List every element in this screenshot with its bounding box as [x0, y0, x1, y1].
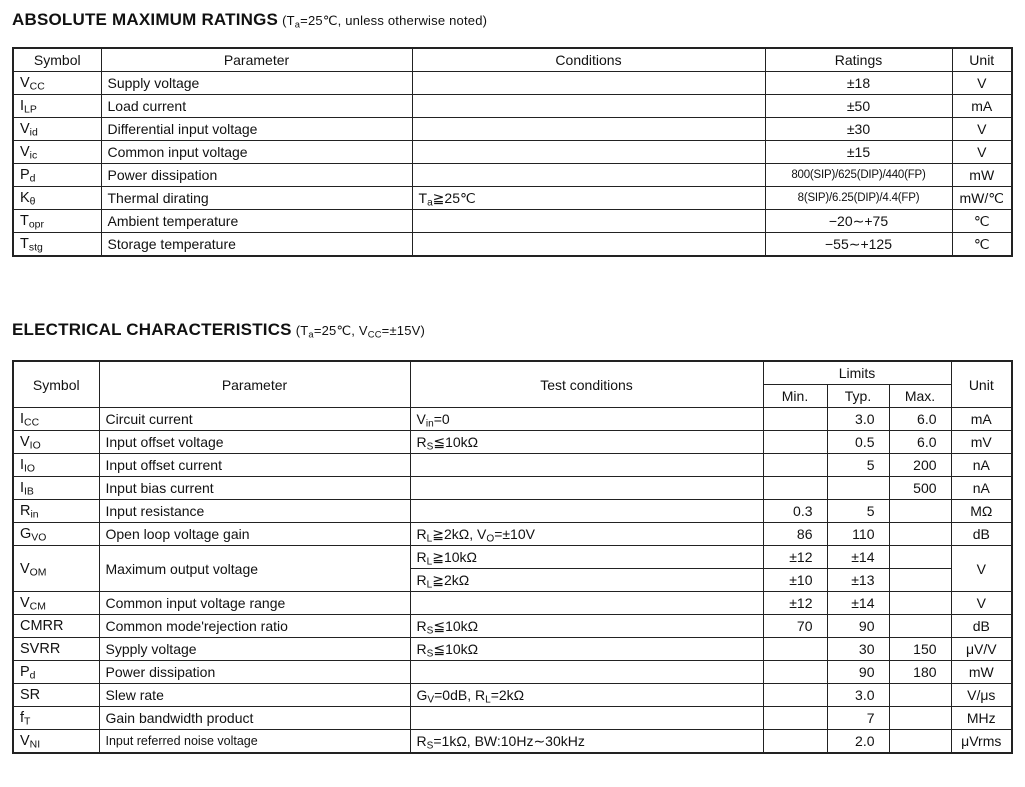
amr-condition-cell	[412, 118, 765, 141]
ec-row	[13, 431, 1012, 454]
ec-condition-cell	[410, 477, 763, 500]
ec-header-max: Max.	[889, 385, 951, 408]
amr-symbol: $V_{id}$	[13, 118, 101, 141]
amr-condition-cell: $T_a≧25℃$	[412, 187, 765, 210]
ec-symbol: SVRR	[13, 638, 99, 661]
amr-condition-cell	[412, 141, 765, 164]
amr-header-symbol: Symbol	[13, 48, 101, 72]
ec-min: 70	[763, 615, 827, 638]
ec-header-row-1	[13, 361, 1012, 385]
ec-min: ±12	[763, 592, 827, 615]
ec-symbol: $V_{OM}$	[13, 546, 99, 592]
ec-row	[13, 684, 1012, 707]
ec-unit: mA	[951, 408, 1012, 431]
ec-min	[763, 730, 827, 754]
ec-parameter: Maximum output voltage	[99, 546, 410, 592]
ec-unit: MHz	[951, 707, 1012, 730]
amr-parameter: Storage temperature	[101, 233, 412, 257]
ec-unit: V	[951, 592, 1012, 615]
amr-rating: ±18	[765, 72, 952, 95]
ec-typ: 0.5	[827, 431, 889, 454]
amr-row	[13, 187, 1012, 210]
amr-rating: ±50	[765, 95, 952, 118]
ec-unit: nA	[951, 477, 1012, 500]
ec-typ: ±14	[827, 546, 889, 569]
ec-typ: 90	[827, 661, 889, 684]
amr-title: ABSOLUTE MAXIMUM RATINGS	[12, 10, 279, 29]
ec-typ: 5	[827, 500, 889, 523]
amr-unit: V	[952, 141, 1012, 164]
ec-symbol: $V_{NI}$	[13, 730, 99, 754]
ec-row	[13, 477, 1012, 500]
amr-row	[13, 72, 1012, 95]
ec-min: 86	[763, 523, 827, 546]
amr-header-parameter: Parameter	[101, 48, 412, 72]
amr-rating: −20∼+75	[765, 210, 952, 233]
amr-row	[13, 210, 1012, 233]
amr-rating: −55∼+125	[765, 233, 952, 257]
ec-typ: 7	[827, 707, 889, 730]
ec-row	[13, 454, 1012, 477]
absolute-maximum-ratings-table	[12, 47, 1013, 257]
ec-unit: V/μs	[951, 684, 1012, 707]
amr-condition-cell	[412, 233, 765, 257]
ec-parameter: Common mode'rejection ratio	[99, 615, 410, 638]
ec-parameter: Common input voltage range	[99, 592, 410, 615]
amr-rating: 8(SIP)/6.25(DIP)/4.4(FP)	[765, 187, 952, 210]
ec-symbol: $V_{IO}$	[13, 431, 99, 454]
ec-max: 150	[889, 638, 951, 661]
ec-min	[763, 454, 827, 477]
amr-parameter: Load current	[101, 95, 412, 118]
ec-min	[763, 638, 827, 661]
amr-rating: 800(SIP)/625(DIP)/440(FP)	[765, 164, 952, 187]
ec-condition-cell	[410, 454, 763, 477]
ec-row	[13, 408, 1012, 431]
ec-min	[763, 408, 827, 431]
ec-max	[889, 730, 951, 754]
ec-unit: dB	[951, 523, 1012, 546]
ec-parameter: Input offset voltage	[99, 431, 410, 454]
ec-typ: ±13	[827, 569, 889, 592]
ec-max	[889, 684, 951, 707]
amr-parameter: Ambient temperature	[101, 210, 412, 233]
ec-symbol: $P_d$	[13, 661, 99, 684]
ec-unit: μVrms	[951, 730, 1012, 754]
amr-parameter: Power dissipation	[101, 164, 412, 187]
ec-min	[763, 477, 827, 500]
ec-condition-cell	[410, 592, 763, 615]
amr-symbol: $V_{CC}$	[13, 72, 101, 95]
ec-header-unit: Unit	[951, 361, 1012, 408]
ec-typ: 90	[827, 615, 889, 638]
ec-symbol: $I_{IB}$	[13, 477, 99, 500]
ec-header-symbol: Symbol	[13, 361, 99, 408]
ec-max: 6.0	[889, 408, 951, 431]
ec-parameter: Input referred noise voltage	[99, 730, 410, 754]
ec-typ: 3.0	[827, 408, 889, 431]
ec-parameter: Input bias current	[99, 477, 410, 500]
ec-condition-cell: $R_S≦10k\Omega$	[410, 615, 763, 638]
ec-max	[889, 546, 951, 569]
ec-unit: V	[951, 546, 1012, 592]
ec-min: ±10	[763, 569, 827, 592]
ec-min	[763, 707, 827, 730]
ec-parameter: Gain bandwidth product	[99, 707, 410, 730]
amr-rating: ±15	[765, 141, 952, 164]
ec-typ: 3.0	[827, 684, 889, 707]
ec-condition-cell: $R_S=1k\Omega$, BW:10Hz∼30kHz	[410, 730, 763, 754]
amr-unit: ℃	[952, 233, 1012, 257]
amr-unit: V	[952, 118, 1012, 141]
ec-max	[889, 569, 951, 592]
ec-symbol: SR	[13, 684, 99, 707]
ec-typ: ±14	[827, 592, 889, 615]
amr-unit: mA	[952, 95, 1012, 118]
ec-symbol: $V_{CM}$	[13, 592, 99, 615]
ec-row	[13, 615, 1012, 638]
ec-row	[13, 707, 1012, 730]
ec-condition-cell	[410, 707, 763, 730]
amr-parameter: Supply voltage	[101, 72, 412, 95]
amr-symbol: $I_{LP}$	[13, 95, 101, 118]
ec-max: 200	[889, 454, 951, 477]
amr-symbol: $T_{opr}$	[13, 210, 101, 233]
ec-min	[763, 431, 827, 454]
amr-header-ratings: Ratings	[765, 48, 952, 72]
amr-rating: ±30	[765, 118, 952, 141]
ec-max	[889, 523, 951, 546]
ec-parameter: Slew rate	[99, 684, 410, 707]
amr-row	[13, 233, 1012, 257]
ec-min: 0.3	[763, 500, 827, 523]
ec-symbol: $R_{in}$	[13, 500, 99, 523]
amr-row	[13, 118, 1012, 141]
amr-symbol: $T_{stg}$	[13, 233, 101, 257]
amr-header-unit: Unit	[952, 48, 1012, 72]
ec-unit: μV/V	[951, 638, 1012, 661]
ec-max	[889, 615, 951, 638]
amr-header-row	[13, 48, 1012, 72]
ec-max	[889, 707, 951, 730]
ec-condition-cell	[410, 661, 763, 684]
ec-condition-cell: $R_S≦10k\Omega$	[410, 638, 763, 661]
ec-row	[13, 500, 1012, 523]
ec-symbol: $f_T$	[13, 707, 99, 730]
ec-parameter: Circuit current	[99, 408, 410, 431]
ec-row	[13, 523, 1012, 546]
ec-min	[763, 661, 827, 684]
ec-condition: ($T_a=25℃$, $V_{CC}=\pm 15V$)	[295, 323, 426, 340]
ec-max: 500	[889, 477, 951, 500]
ec-typ: 5	[827, 454, 889, 477]
ec-parameter: Open loop voltage gain	[99, 523, 410, 546]
ec-header-limits: Limits	[763, 361, 951, 385]
amr-row	[13, 164, 1012, 187]
amr-unit: V	[952, 72, 1012, 95]
ec-unit: mV	[951, 431, 1012, 454]
amr-condition: ($T_a=25℃$, unless otherwise noted)	[282, 13, 488, 30]
electrical-characteristics-table	[12, 360, 1013, 754]
ec-min: ±12	[763, 546, 827, 569]
ec-header-parameter: Parameter	[99, 361, 410, 408]
ec-typ: 2.0	[827, 730, 889, 754]
amr-unit: mW	[952, 164, 1012, 187]
ec-row-vom-a	[13, 546, 1012, 569]
amr-condition-cell	[412, 72, 765, 95]
ec-condition-cell: $V_{in}=0$	[410, 408, 763, 431]
ec-unit: MΩ	[951, 500, 1012, 523]
ec-symbol: $I_{IO}$	[13, 454, 99, 477]
ec-max	[889, 500, 951, 523]
ec-row	[13, 592, 1012, 615]
ec-header-min: Min.	[763, 385, 827, 408]
amr-unit: mW/℃	[952, 187, 1012, 210]
ec-parameter: Power dissipation	[99, 661, 410, 684]
amr-heading	[12, 10, 487, 30]
amr-header-conditions: Conditions	[412, 48, 765, 72]
ec-max: 180	[889, 661, 951, 684]
ec-symbol: $G_{VO}$	[13, 523, 99, 546]
ec-symbol: $I_{CC}$	[13, 408, 99, 431]
amr-parameter: Thermal dirating	[101, 187, 412, 210]
ec-unit: mW	[951, 661, 1012, 684]
ec-typ: 30	[827, 638, 889, 661]
ec-row	[13, 638, 1012, 661]
amr-parameter: Common input voltage	[101, 141, 412, 164]
ec-row	[13, 661, 1012, 684]
amr-condition-cell	[412, 164, 765, 187]
amr-unit: ℃	[952, 210, 1012, 233]
amr-condition-cell	[412, 95, 765, 118]
ec-condition-cell: $R_L≧2k\Omega$	[410, 569, 763, 592]
ec-unit: dB	[951, 615, 1012, 638]
ec-heading	[12, 320, 425, 340]
amr-symbol: $P_d$	[13, 164, 101, 187]
ec-parameter: Sypply voltage	[99, 638, 410, 661]
ec-min	[763, 684, 827, 707]
ec-max	[889, 592, 951, 615]
ec-condition-cell	[410, 500, 763, 523]
ec-condition-cell: $R_L≧10k\Omega$	[410, 546, 763, 569]
ec-header-conditions: Test conditions	[410, 361, 763, 408]
ec-unit: nA	[951, 454, 1012, 477]
ec-parameter: Input resistance	[99, 500, 410, 523]
ec-condition-cell: $R_L≧2k\Omega$, $V_O=\pm 10V$	[410, 523, 763, 546]
ec-symbol: CMRR	[13, 615, 99, 638]
amr-parameter: Differential input voltage	[101, 118, 412, 141]
ec-header-typ: Typ.	[827, 385, 889, 408]
ec-condition-cell: $R_S≦10k\Omega$	[410, 431, 763, 454]
amr-symbol: $V_{ic}$	[13, 141, 101, 164]
ec-title: ELECTRICAL CHARACTERISTICS	[12, 320, 292, 339]
ec-condition-cell: $G_V=0dB$, $R_L=2k\Omega$	[410, 684, 763, 707]
ec-max: 6.0	[889, 431, 951, 454]
amr-condition-cell	[412, 210, 765, 233]
ec-typ	[827, 477, 889, 500]
amr-symbol: $K_\theta$	[13, 187, 101, 210]
amr-row	[13, 141, 1012, 164]
ec-typ: 110	[827, 523, 889, 546]
amr-row	[13, 95, 1012, 118]
ec-row	[13, 730, 1012, 754]
ec-parameter: Input offset current	[99, 454, 410, 477]
